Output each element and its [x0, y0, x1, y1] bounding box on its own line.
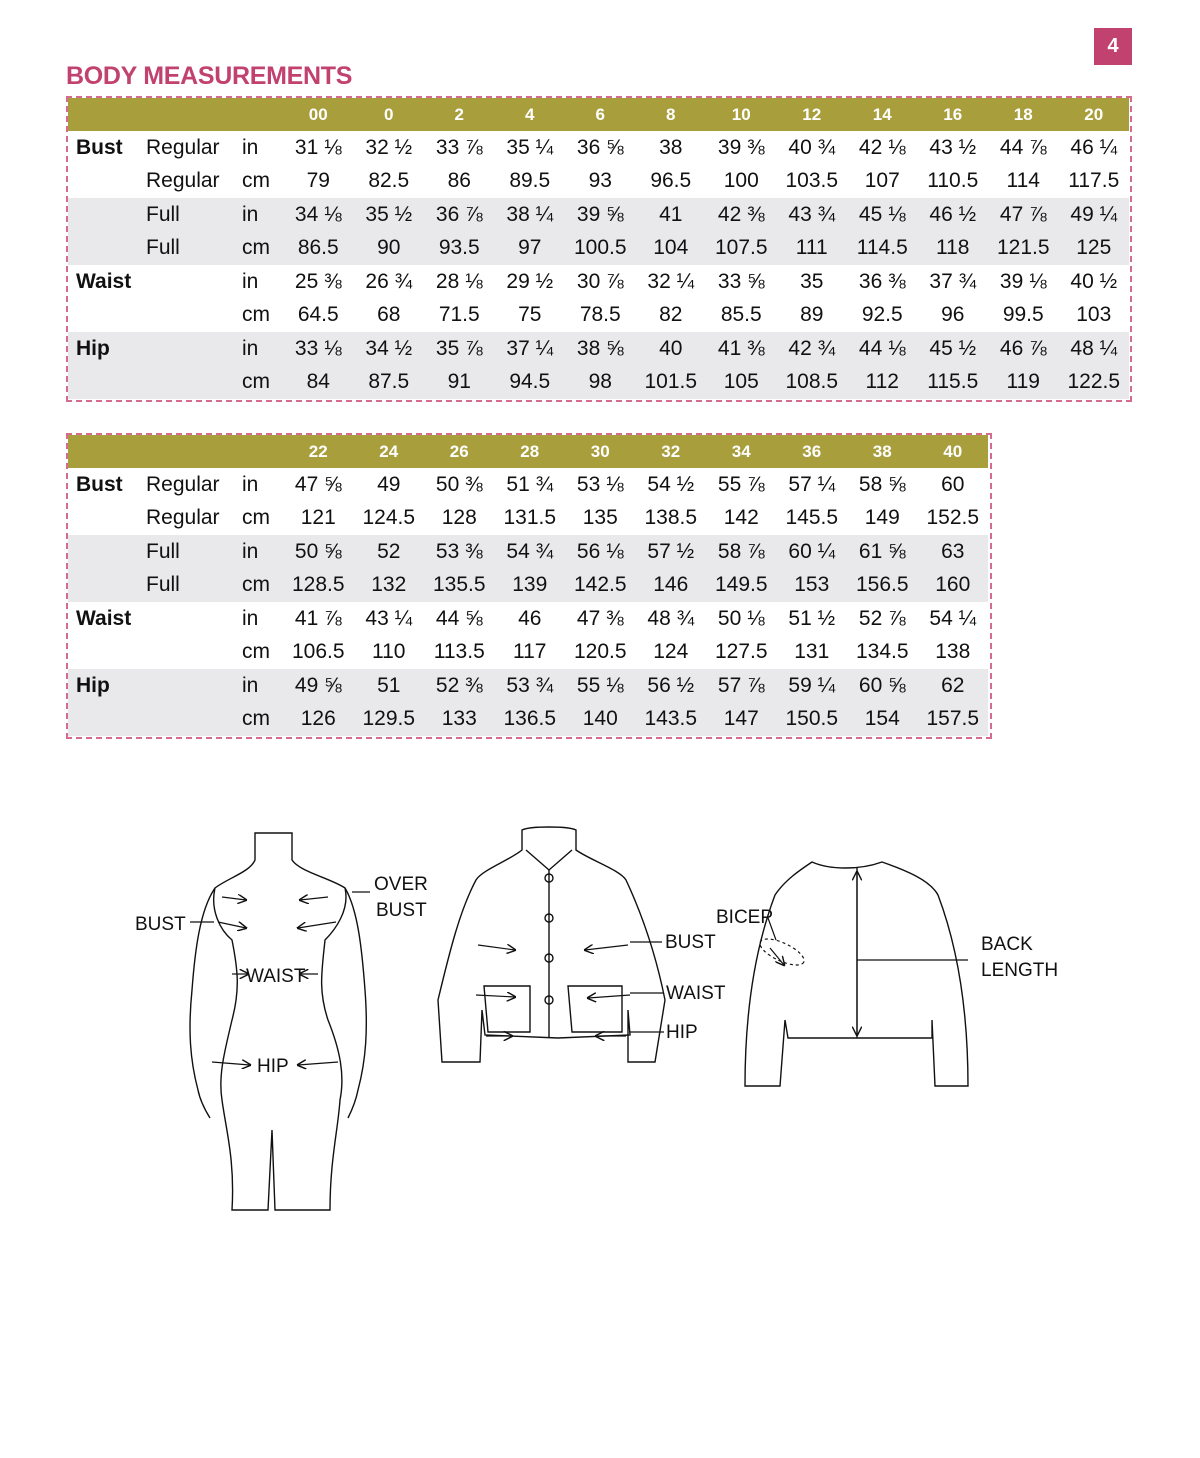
- table-row: [68, 366, 1129, 400]
- value-cell: 53 ⅛: [576, 472, 624, 496]
- value-cell: 84: [283, 366, 354, 400]
- size-header-cell: 32: [636, 435, 707, 468]
- value-cell: 46 ⅞: [988, 332, 1059, 366]
- measurement-label: [68, 636, 146, 670]
- unit-label: cm: [238, 232, 283, 266]
- table-row: [68, 232, 1129, 266]
- variant-label: Full: [146, 569, 238, 603]
- unit-label: in: [242, 606, 259, 630]
- size-header-cell: 20: [1059, 98, 1130, 131]
- unit-label: cm: [238, 366, 283, 400]
- value-cell: 68: [377, 303, 401, 327]
- table-row: [68, 265, 1129, 299]
- table-row: [68, 669, 988, 703]
- value-cell: 107.5: [706, 232, 777, 266]
- value-cell: 103: [1076, 303, 1112, 327]
- size-header-cell: 10: [706, 98, 777, 131]
- value-cell: 40 ¾: [788, 135, 836, 159]
- measurement-arrows: [190, 870, 968, 1065]
- value-cell: 40: [636, 332, 707, 366]
- unit-label: in: [242, 472, 259, 496]
- table-row: [68, 131, 1129, 165]
- value-cell: 150.5: [777, 703, 848, 737]
- value-cell: 128.5: [283, 569, 354, 603]
- value-cell: 87.5: [354, 366, 425, 400]
- value-cell: 140: [565, 703, 636, 737]
- unit-label: in: [238, 198, 283, 232]
- value-cell: 119: [988, 366, 1059, 400]
- value-cell: 25 ⅜: [294, 269, 342, 293]
- table-row: [68, 332, 1129, 366]
- label-hip-jacket: HIP: [666, 1022, 698, 1043]
- table-row: [68, 198, 1129, 232]
- value-cell: 53 ⅜: [424, 535, 495, 569]
- value-cell: 54 ¼: [929, 606, 977, 630]
- value-cell: 124: [653, 640, 689, 664]
- value-cell: 121: [300, 506, 336, 530]
- value-cell: 56 ½: [636, 669, 707, 703]
- value-cell: 42 ¾: [777, 332, 848, 366]
- value-cell: 44 ⅝: [435, 606, 483, 630]
- value-cell: 52 ⅜: [424, 669, 495, 703]
- value-cell: 90: [354, 232, 425, 266]
- measurement-label: [68, 366, 146, 400]
- label-hip-body: HIP: [257, 1056, 289, 1077]
- value-cell: 92.5: [861, 303, 903, 327]
- value-cell: 49: [377, 472, 401, 496]
- label-bicep: BICEP: [716, 907, 774, 928]
- variant-label: Regular: [146, 506, 220, 530]
- measurement-label: Hip: [68, 332, 146, 366]
- size-table-small: [68, 98, 1129, 399]
- value-cell: 29 ½: [506, 269, 554, 293]
- value-cell: 122.5: [1059, 366, 1130, 400]
- value-cell: 51 ¾: [506, 472, 554, 496]
- unit-label: cm: [242, 640, 270, 664]
- size-header-cell: 40: [918, 435, 989, 468]
- value-cell: 103.5: [785, 169, 839, 193]
- value-cell: 71.5: [438, 303, 480, 327]
- value-cell: 34 ½: [354, 332, 425, 366]
- value-cell: 146: [636, 569, 707, 603]
- value-cell: 120.5: [573, 640, 627, 664]
- value-cell: 32 ½: [365, 135, 413, 159]
- label-over-bust-2: BUST: [376, 900, 427, 921]
- value-cell: 131: [794, 640, 830, 664]
- size-header-cell: 38: [847, 435, 918, 468]
- value-cell: 47 ⅞: [988, 198, 1059, 232]
- variant-label: [146, 299, 238, 333]
- value-cell: 89.5: [509, 169, 551, 193]
- value-cell: 49 ¼: [1059, 198, 1130, 232]
- value-cell: 93: [588, 169, 612, 193]
- measurement-label: [68, 569, 146, 603]
- value-cell: 104: [636, 232, 707, 266]
- value-cell: 38 ⅝: [565, 332, 636, 366]
- value-cell: 46 ¼: [1070, 135, 1118, 159]
- unit-label: cm: [242, 506, 270, 530]
- value-cell: 156.5: [847, 569, 918, 603]
- value-cell: 117: [513, 640, 547, 664]
- value-cell: 129.5: [354, 703, 425, 737]
- value-cell: 96.5: [650, 169, 692, 193]
- variant-label: Regular: [146, 135, 220, 159]
- label-waist-body: WAIST: [246, 966, 306, 987]
- value-cell: 58 ⅝: [858, 472, 906, 496]
- value-cell: 91: [424, 366, 495, 400]
- value-cell: 138.5: [644, 506, 698, 530]
- value-cell: 35 ¼: [506, 135, 554, 159]
- value-cell: 46 ½: [918, 198, 989, 232]
- size-header-cell: 00: [283, 98, 354, 131]
- header-blank-cell: [68, 435, 146, 468]
- value-cell: 112: [847, 366, 918, 400]
- value-cell: 147: [706, 703, 777, 737]
- measurement-label: [68, 198, 146, 232]
- value-cell: 59 ¼: [777, 669, 848, 703]
- value-cell: 86: [447, 169, 471, 193]
- value-cell: 133: [424, 703, 495, 737]
- size-header-row: [68, 98, 1129, 131]
- table-row: [68, 502, 988, 536]
- value-cell: 39 ⅝: [565, 198, 636, 232]
- table-row: [68, 703, 988, 737]
- value-cell: 89: [800, 303, 824, 327]
- value-cell: 132: [354, 569, 425, 603]
- variant-label: [146, 602, 238, 636]
- value-cell: 149: [864, 506, 900, 530]
- size-header-cell: 26: [424, 435, 495, 468]
- value-cell: 101.5: [636, 366, 707, 400]
- value-cell: 60 ¼: [777, 535, 848, 569]
- label-back-length-1: BACK: [981, 934, 1033, 955]
- label-bust-jacket: BUST: [665, 932, 716, 953]
- value-cell: 142.5: [565, 569, 636, 603]
- unit-label: in: [238, 332, 283, 366]
- value-cell: 36 ⅜: [858, 269, 906, 293]
- value-cell: 33 ⅝: [717, 269, 765, 293]
- measurement-label: Bust: [76, 135, 123, 159]
- value-cell: 51 ½: [788, 606, 836, 630]
- value-cell: 124.5: [362, 506, 416, 530]
- measurement-label: [68, 232, 146, 266]
- variant-label: Regular: [146, 472, 220, 496]
- value-cell: 100: [723, 169, 759, 193]
- value-cell: 110.5: [927, 169, 979, 193]
- size-header-cell: 28: [495, 435, 566, 468]
- value-cell: 49 ⅝: [283, 669, 354, 703]
- value-cell: 108.5: [777, 366, 848, 400]
- value-cell: 94.5: [495, 366, 566, 400]
- value-cell: 45 ⅛: [847, 198, 918, 232]
- value-cell: 82.5: [368, 169, 410, 193]
- table-row: [68, 468, 988, 502]
- table-row: [68, 299, 1129, 333]
- value-cell: 143.5: [636, 703, 707, 737]
- value-cell: 52: [354, 535, 425, 569]
- value-cell: 82: [659, 303, 683, 327]
- table-row: [68, 569, 988, 603]
- value-cell: 35 ½: [354, 198, 425, 232]
- value-cell: 45 ½: [918, 332, 989, 366]
- value-cell: 153: [777, 569, 848, 603]
- table-row: [68, 165, 1129, 199]
- value-cell: 117.5: [1068, 169, 1120, 193]
- value-cell: 97: [495, 232, 566, 266]
- value-cell: 118: [918, 232, 989, 266]
- value-cell: 42 ⅜: [706, 198, 777, 232]
- variant-label: Full: [146, 535, 238, 569]
- value-cell: 52 ⅞: [858, 606, 906, 630]
- table-row: [68, 535, 988, 569]
- value-cell: 142: [723, 506, 759, 530]
- header-blank-cell: [238, 435, 283, 468]
- value-cell: 154: [847, 703, 918, 737]
- value-cell: 135.5: [424, 569, 495, 603]
- value-cell: 93.5: [424, 232, 495, 266]
- variant-label: [146, 366, 238, 400]
- variant-label: [146, 669, 238, 703]
- value-cell: 99.5: [1002, 303, 1044, 327]
- value-cell: 32 ¼: [647, 269, 695, 293]
- header-blank-cell: [146, 98, 238, 131]
- value-cell: 100.5: [565, 232, 636, 266]
- value-cell: 78.5: [579, 303, 621, 327]
- value-cell: 36 ⅞: [424, 198, 495, 232]
- value-cell: 115.5: [918, 366, 989, 400]
- label-back-length-2: LENGTH: [981, 960, 1059, 981]
- value-cell: 42 ⅛: [858, 135, 906, 159]
- value-cell: 43 ¾: [777, 198, 848, 232]
- value-cell: 43 ½: [929, 135, 977, 159]
- value-cell: 26 ¾: [365, 269, 413, 293]
- measurement-label: [68, 502, 146, 536]
- value-cell: 138: [935, 640, 971, 664]
- value-cell: 50 ⅛: [717, 606, 765, 630]
- value-cell: 114.5: [847, 232, 918, 266]
- value-cell: 60: [941, 472, 965, 496]
- measurement-label: Bust: [76, 472, 123, 496]
- value-cell: 110: [372, 640, 406, 664]
- value-cell: 56 ⅛: [565, 535, 636, 569]
- value-cell: 28 ⅛: [435, 269, 483, 293]
- size-header-cell: 16: [918, 98, 989, 131]
- variant-label: [146, 332, 238, 366]
- value-cell: 106.5: [291, 640, 345, 664]
- size-header-row: [68, 435, 988, 468]
- value-cell: 35: [800, 269, 824, 293]
- value-cell: 79: [306, 169, 330, 193]
- value-cell: 41 ⅞: [294, 606, 342, 630]
- value-cell: 51: [354, 669, 425, 703]
- measurement-label: [68, 299, 146, 333]
- header-blank-cell: [68, 98, 146, 131]
- page-title: BODY MEASUREMENTS: [66, 62, 353, 90]
- unit-label: in: [238, 669, 283, 703]
- size-table-large: [68, 435, 988, 736]
- unit-label: cm: [242, 303, 270, 327]
- value-cell: 58 ⅞: [706, 535, 777, 569]
- value-cell: 41 ⅜: [706, 332, 777, 366]
- size-header-cell: 30: [565, 435, 636, 468]
- size-header-cell: 14: [847, 98, 918, 131]
- value-cell: 145.5: [785, 506, 839, 530]
- measurement-label: Waist: [76, 269, 132, 293]
- value-cell: 131.5: [503, 506, 557, 530]
- size-header-cell: 6: [565, 98, 636, 131]
- value-cell: 111: [777, 232, 848, 266]
- value-cell: 55 ⅛: [565, 669, 636, 703]
- value-cell: 50 ⅜: [435, 472, 483, 496]
- unit-label: cm: [238, 569, 283, 603]
- size-header-cell: 4: [495, 98, 566, 131]
- measurement-label: Waist: [76, 606, 132, 630]
- size-header-cell: 22: [283, 435, 354, 468]
- value-cell: 61 ⅝: [847, 535, 918, 569]
- unit-label: cm: [238, 703, 283, 737]
- value-cell: 121.5: [988, 232, 1059, 266]
- value-cell: 38: [659, 135, 683, 159]
- measurement-label: [68, 165, 146, 199]
- value-cell: 48 ¾: [647, 606, 695, 630]
- value-cell: 31 ⅛: [294, 135, 342, 159]
- value-cell: 107: [864, 169, 900, 193]
- variant-label: Regular: [146, 169, 220, 193]
- value-cell: 43 ¼: [365, 606, 413, 630]
- value-cell: 33 ⅞: [435, 135, 483, 159]
- value-cell: 60 ⅝: [847, 669, 918, 703]
- value-cell: 96: [941, 303, 965, 327]
- size-header-cell: 8: [636, 98, 707, 131]
- size-header-cell: 34: [706, 435, 777, 468]
- value-cell: 57 ½: [636, 535, 707, 569]
- measurement-diagram: [0, 800, 1200, 1240]
- value-cell: 62: [918, 669, 989, 703]
- header-blank-cell: [238, 98, 283, 131]
- value-cell: 47 ⅝: [294, 472, 342, 496]
- value-cell: 30 ⅞: [576, 269, 624, 293]
- measurements-table-1: [66, 96, 1132, 402]
- size-header-cell: 0: [354, 98, 425, 131]
- size-header-cell: 36: [777, 435, 848, 468]
- unit-label: in: [242, 135, 259, 159]
- value-cell: 105: [706, 366, 777, 400]
- jacket-front-icon: [438, 827, 665, 1062]
- label-over-bust-1: OVER: [374, 874, 428, 895]
- label-waist-jacket: WAIST: [666, 983, 726, 1004]
- value-cell: 37 ¾: [929, 269, 977, 293]
- value-cell: 127.5: [714, 640, 768, 664]
- value-cell: 134.5: [855, 640, 909, 664]
- table-row: [68, 602, 988, 636]
- value-cell: 54 ½: [647, 472, 695, 496]
- unit-label: in: [242, 269, 259, 293]
- variant-label: Full: [146, 198, 238, 232]
- variant-label: Full: [146, 232, 238, 266]
- variant-label: [146, 265, 238, 299]
- value-cell: 48 ¼: [1059, 332, 1130, 366]
- header-blank-cell: [146, 435, 238, 468]
- value-cell: 139: [495, 569, 566, 603]
- value-cell: 128: [441, 506, 477, 530]
- value-cell: 113.5: [433, 640, 485, 664]
- size-header-cell: 18: [988, 98, 1059, 131]
- value-cell: 64.5: [297, 303, 339, 327]
- value-cell: 126: [283, 703, 354, 737]
- value-cell: 39 ⅜: [717, 135, 765, 159]
- value-cell: 63: [918, 535, 989, 569]
- value-cell: 157.5: [918, 703, 989, 737]
- unit-label: in: [238, 535, 283, 569]
- value-cell: 44 ⅞: [999, 135, 1047, 159]
- value-cell: 36 ⅝: [576, 135, 624, 159]
- value-cell: 50 ⅝: [283, 535, 354, 569]
- value-cell: 57 ⅞: [706, 669, 777, 703]
- value-cell: 55 ⅞: [717, 472, 765, 496]
- value-cell: 46: [518, 606, 542, 630]
- measurement-label: [68, 535, 146, 569]
- value-cell: 37 ¼: [495, 332, 566, 366]
- size-header-cell: 12: [777, 98, 848, 131]
- size-header-cell: 24: [354, 435, 425, 468]
- value-cell: 41: [636, 198, 707, 232]
- value-cell: 114: [1006, 169, 1040, 193]
- measurement-label: [68, 703, 146, 737]
- value-cell: 39 ⅛: [999, 269, 1047, 293]
- value-cell: 34 ⅛: [283, 198, 354, 232]
- variant-label: [146, 636, 238, 670]
- body-figure-icon: [190, 833, 366, 1210]
- value-cell: 35 ⅞: [424, 332, 495, 366]
- value-cell: 47 ⅜: [576, 606, 624, 630]
- value-cell: 38 ¼: [495, 198, 566, 232]
- value-cell: 57 ¼: [788, 472, 836, 496]
- value-cell: 136.5: [495, 703, 566, 737]
- measurements-table-2: [66, 433, 992, 739]
- value-cell: 135: [582, 506, 618, 530]
- table-row: [68, 636, 988, 670]
- value-cell: 75: [518, 303, 542, 327]
- label-bust-body: BUST: [135, 914, 186, 935]
- value-cell: 86.5: [283, 232, 354, 266]
- value-cell: 54 ¾: [495, 535, 566, 569]
- value-cell: 152.5: [926, 506, 980, 530]
- value-cell: 40 ½: [1070, 269, 1118, 293]
- value-cell: 33 ⅛: [283, 332, 354, 366]
- variant-label: [146, 703, 238, 737]
- value-cell: 53 ¾: [495, 669, 566, 703]
- value-cell: 149.5: [706, 569, 777, 603]
- size-header-cell: 2: [424, 98, 495, 131]
- value-cell: 125: [1059, 232, 1130, 266]
- value-cell: 85.5: [720, 303, 762, 327]
- value-cell: 160: [918, 569, 989, 603]
- unit-label: cm: [242, 169, 270, 193]
- value-cell: 98: [565, 366, 636, 400]
- measurement-label: Hip: [68, 669, 146, 703]
- page-number: 4: [1094, 28, 1132, 65]
- value-cell: 44 ⅛: [847, 332, 918, 366]
